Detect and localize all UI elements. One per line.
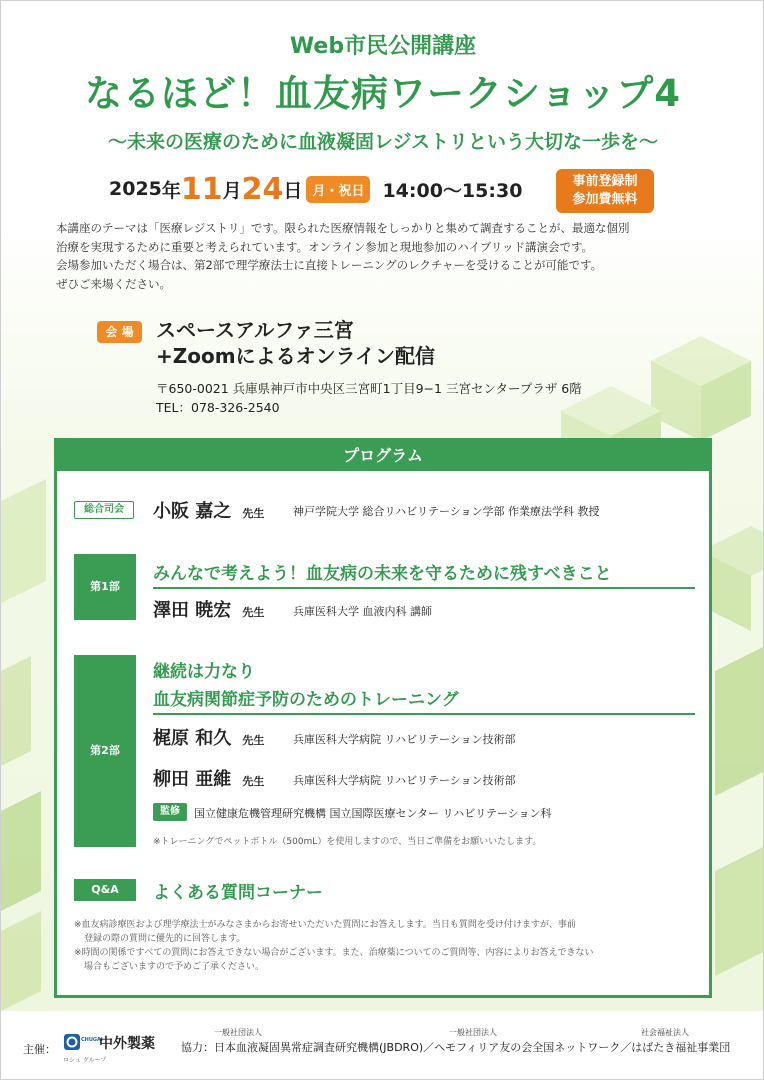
page-title: なるほど！血友病ワークショップ4 bbox=[84, 72, 681, 115]
part2-speaker1-affiliation: 兵庫医科大学病院 リハビリテーション技術部 bbox=[293, 733, 516, 746]
coop3-name: はばたき福祉事業団 bbox=[631, 1041, 731, 1054]
mc-name: 小阪 嘉之 bbox=[153, 501, 232, 522]
coop-label: 協力： bbox=[181, 1041, 214, 1054]
mc-honorific: 先生 bbox=[242, 507, 265, 520]
mc-affiliation: 神戸学院大学 総合リハビリテーション学部 作業療法学科 教授 bbox=[293, 505, 600, 518]
part2-speaker2: 柳田 亜維 bbox=[153, 769, 232, 790]
program-heading: プログラム bbox=[57, 441, 709, 471]
date-day: 24 bbox=[241, 171, 284, 207]
part2-speaker1: 梶原 和久 bbox=[153, 728, 232, 749]
part1-speaker: 澤田 暁宏 bbox=[153, 600, 232, 621]
mc-row bbox=[153, 497, 264, 523]
part1-divider bbox=[153, 587, 695, 589]
venue-label: 会 場 bbox=[97, 321, 142, 343]
registration-line2: 参加費無料 bbox=[572, 192, 638, 207]
part2-speaker2-affiliation: 兵庫医科大学病院 リハビリテーション技術部 bbox=[293, 774, 516, 787]
host-logo-wordmark: CHUGAI bbox=[81, 1037, 103, 1043]
venue-address bbox=[156, 379, 582, 417]
event-time: 14:00～15:30 bbox=[382, 179, 523, 202]
coop1-type: 一般社団法人 bbox=[214, 1028, 262, 1037]
part2-note: ※トレーニングでペットボトル（500mL）を使用しますので、当日ご準備をお願いいたします。 bbox=[153, 837, 542, 847]
host-name: 中外製薬 bbox=[99, 1036, 155, 1052]
venue-name-line1: スペースアルファ三宮 bbox=[156, 318, 354, 342]
date-day-suffix: 日 bbox=[283, 179, 303, 202]
part2-speaker2-honorific: 先生 bbox=[242, 775, 265, 788]
event-date bbox=[109, 169, 522, 209]
supervision-text: 国立健康危機管理研究機構 国立国際医療センター リハビリテーション科 bbox=[194, 807, 552, 820]
part2-title-line2: 血友病関節症予防のためのトレーニング bbox=[153, 690, 459, 710]
qa-tag: Q&A bbox=[74, 879, 136, 901]
part2-divider bbox=[153, 713, 695, 715]
part2-title-line1: 継続は力なり bbox=[153, 662, 255, 682]
series-title: Web市民公開講座 bbox=[289, 34, 477, 59]
qa-note: 場合もございますので予めご了承ください。 bbox=[84, 962, 265, 972]
date-year-suffix: 年 bbox=[161, 179, 181, 202]
supervision-tag: 監修 bbox=[153, 803, 187, 821]
footer bbox=[1, 1013, 764, 1080]
part2-speaker1-honorific: 先生 bbox=[242, 734, 265, 747]
part1-tag: 第1部 bbox=[74, 554, 136, 620]
coop-separator: ／ bbox=[423, 1041, 435, 1054]
intro-line: 会場参加いただく場合は、第2部で理学療法士に直接トレーニングのレクチャーを受けることが可能です。 bbox=[56, 258, 603, 272]
registration-badge bbox=[556, 169, 654, 213]
registration-line1: 事前登録制 bbox=[572, 174, 638, 189]
part1-title: みんなで考えよう！血友病の未来を守るために残すべきこと bbox=[153, 564, 612, 584]
venue-name bbox=[156, 317, 435, 369]
coop-separator: ／ bbox=[620, 1041, 632, 1054]
coop2-name: ヘモフィリア友の会全国ネットワーク bbox=[434, 1041, 621, 1054]
part2-speaker2-row bbox=[153, 765, 264, 791]
intro-text bbox=[56, 219, 716, 293]
host-group: ロシュ グループ bbox=[63, 1057, 107, 1064]
page-subtitle: ～未来の医療のために血液凝固レジストリという大切な一歩を～ bbox=[108, 131, 658, 153]
date-month-suffix: 月 bbox=[222, 179, 242, 202]
coop2-type: 一般社団法人 bbox=[449, 1028, 497, 1037]
date-year: 2025 bbox=[109, 178, 162, 200]
qa-note: ※血友病診療医および理学療法士がみなさまからお寄せいただいた質問にお答えします。当日も質問を受け付けますが、事前 bbox=[74, 920, 576, 930]
program-box bbox=[54, 438, 712, 998]
qa-notes bbox=[74, 918, 704, 974]
mc-tag: 総合司会 bbox=[74, 501, 134, 519]
part1-affiliation: 兵庫医科大学 血液内科 講師 bbox=[293, 605, 432, 618]
part1-speaker-row bbox=[153, 596, 264, 622]
part2-tag: 第2部 bbox=[74, 655, 136, 847]
intro-line: ぜひご来場ください。 bbox=[56, 276, 171, 291]
venue-name-line2: +Zoomによるオンライン配信 bbox=[156, 344, 435, 368]
qa-title: よくある質問コーナー bbox=[153, 883, 323, 903]
date-month: 11 bbox=[180, 171, 223, 207]
cooperators-line bbox=[181, 1039, 730, 1055]
address-text: 〒650-0021 兵庫県神戸市中央区三宮町1丁目9−1 三宮センタープラザ 6階 bbox=[156, 381, 582, 396]
host-label: 主催： bbox=[23, 1043, 56, 1056]
weekday-badge: 月・祝日 bbox=[306, 176, 370, 203]
coop3-type: 社会福祉法人 bbox=[641, 1028, 689, 1037]
qa-note: 登録の際の質問に優先的に回答します。 bbox=[84, 934, 246, 944]
part1-honorific: 先生 bbox=[242, 606, 265, 619]
part2-speaker1-row bbox=[153, 724, 264, 750]
intro-line: 本講座のテーマは「医療レジストリ」です。限られた医療情報をしっかりと集めて調査することが、最適な個別 bbox=[56, 221, 630, 235]
qa-note: ※時間の関係ですべての質問にお答えできない場合がございます。また、治療薬についてのご質問等、内容によりお答えできない bbox=[74, 948, 594, 958]
intro-line: 治療を実現するために重要と考えられています。オンライン参加と現地参加のハイブリッド講演会です。 bbox=[56, 239, 594, 254]
coop1-name: 日本血液凝固異常症調査研究機構(JBDRO) bbox=[214, 1041, 424, 1054]
phone-number: TEL：078-326-2540 bbox=[156, 400, 280, 415]
